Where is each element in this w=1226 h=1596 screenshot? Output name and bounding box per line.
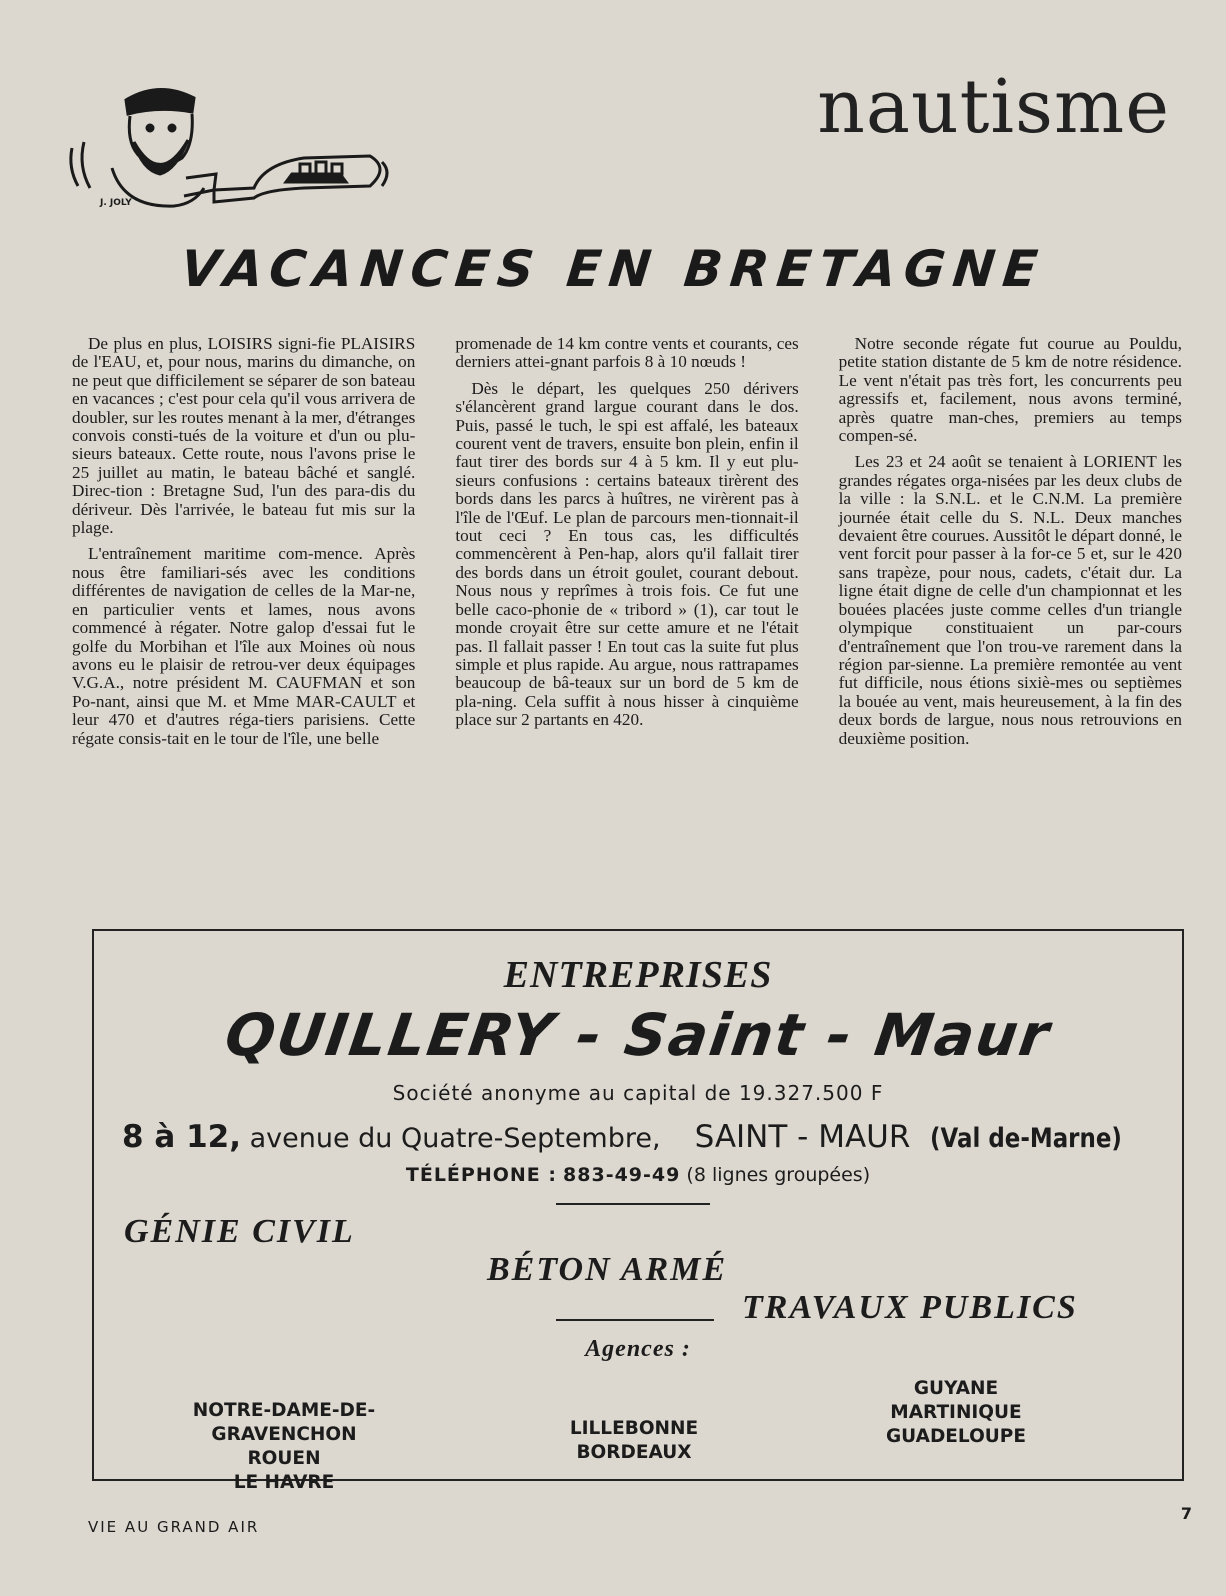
divider	[556, 1319, 714, 1321]
column-2	[455, 335, 798, 905]
ad-agency-group	[124, 1399, 444, 1495]
ad-agency: MARTINIQUE	[890, 1402, 1022, 1423]
paragraph: De plus en plus, LOISIRS signi-fie PLAISIRS de l'EAU, et, pour nous, marins du dimanche, on ne peut que difficilement se séparer de son bateau en vacances ; c'est pour cela qu'il vous arrivera de doubler, sur les routes menant à la mer, d'étranges convois consti-tués de la voiture et d'un ou plu-sieurs bateaux. Cette route, nous l'avons prise le 25 juillet au matin, le bateau bâché et sanglé. Direc-tion : Bretagne Sud, l'un des para-dis du dériveur. Dès l'arrivée, le bateau fut mis sur la plage.	[72, 334, 416, 538]
ad-agency: GUADELOUPE	[885, 1426, 1027, 1447]
ad-trade: GÉNIE CIVIL	[124, 1213, 355, 1250]
advertisement-box	[92, 929, 1184, 1493]
ad-agency: LILLEBONNE	[569, 1418, 699, 1439]
ad-address	[122, 1119, 1162, 1155]
section-title: nautisme	[817, 64, 1170, 150]
ad-trade: TRAVAUX PUBLICS	[742, 1289, 1078, 1326]
ad-street-name: avenue du Quatre-Septembre,	[249, 1123, 661, 1154]
ad-agences-label: Agences :	[585, 1336, 691, 1362]
ad-phone-note: (8 lignes groupées)	[686, 1164, 871, 1186]
publication-name: VIE AU GRAND AIR	[88, 1518, 260, 1536]
ad-department: (Val de-Marne)	[930, 1123, 1123, 1154]
ad-city: SAINT - MAUR	[694, 1119, 911, 1155]
ad-agency: ROUEN	[247, 1448, 321, 1469]
ad-agency: BORDEAUX	[576, 1442, 692, 1463]
paragraph: Les 23 et 24 août se tenaient à LORIENT les grandes régates orga-nisées par les deux clubs de la ville : la S.N.L. et le C.N.M. La première journée était celle du S. N.L. Deux manches devaient être courues. Aussitôt le départ donné, le vent forcit pour passer à la for-ce 5 et, sur le 420 sans trapèze, pour nous, cadets, c'était dur. La ligne était digne de celle d'un championnat et les bouées placées juste comme celles d'un triangle olympique constituaient un par-cours d'entraînement que l'on trou-ve rarement dans la région par-sienne. La première remontée au vent fut difficile, nous étions sixiè-mes ou septièmes la bouée au vent, mais heureusement, à la fin des deux bords de largue, nous nous retrouvions en deuxième position.	[838, 452, 1182, 748]
ad-agency: LE HAVRE	[233, 1472, 335, 1493]
ad-street	[122, 1119, 661, 1155]
illustration-signature: J. JOLY	[100, 198, 132, 208]
paragraph: promenade de 14 km contre vents et courants, ces derniers attei-gnant parfois 8 à 10 nœuds !	[455, 334, 799, 372]
divider	[556, 1203, 710, 1205]
article-headline: VACANCES EN BRETAGNE	[177, 240, 1049, 298]
column-3	[839, 335, 1182, 905]
ad-kicker: ENTREPRISES	[503, 954, 773, 996]
ad-agency-group	[524, 1417, 744, 1465]
sailor-illustration	[64, 78, 404, 218]
paragraph: L'entraînement maritime com-mence. Après nous être familiari-sés avec les conditions différentes de navigation de celles de la Mar-ne, en particulier vents et lames, nous avons commencé à régater. Notre galop d'essai fut le golfe du Morbihan et l'île aux Moines où nous avons eu le plaisir de retrou-ver deux équipages V.G.A., notre président M. CAUFMAN et son Po-nant, ainsi que M. et Mme MAR-CAULT et leur 470 et d'autres réga-tiers parisiens. Cette régate consis-tait en le tour de l'île, une belle	[72, 544, 416, 748]
ad-street-number: 8 à 12,	[122, 1119, 241, 1155]
ad-phone	[94, 1164, 1182, 1186]
article-body	[72, 335, 1182, 905]
ad-phone-number: 883-49-49	[563, 1164, 681, 1186]
ad-agency-group	[846, 1377, 1066, 1449]
page-number: 7	[1180, 1504, 1192, 1523]
column-1	[72, 335, 415, 905]
ad-agency: NOTRE-DAME-DE-GRAVENCHON	[192, 1400, 376, 1445]
ad-phone-label: TÉLÉPHONE :	[405, 1164, 557, 1186]
ad-company-name: QUILLERY - Saint - Maur	[221, 1001, 1055, 1069]
paragraph: Notre seconde régate fut courue au Pouldu, petite station distante de 5 km de notre résidence. Le vent n'était pas très fort, les concurrents peu agressifs et, facilement, nous avons terminé, après quatre man-ches, premiers au temps compen-sé.	[838, 334, 1182, 446]
ad-trade: BÉTON ARMÉ	[487, 1251, 728, 1288]
ad-agency: GUYANE	[913, 1378, 999, 1399]
paragraph: Dès le départ, les quelques 250 dérivers s'élancèrent grand largue courant dans le dos. Puis, passé le tuch, le spi est affalé, les bateaux courent vent de travers, ensuite bon plein, enfin il faut tirer des bords sur 4 à 5 km. Il y eut plu-sieurs confusions : certains bateaux tirèrent des bords dans les parcs à huîtres, ne virèrent pas à l'île de l'Œuf. Le plan de parcours men-tionnait-il tout ceci ? En tous cas, les difficultés commencèrent à Pen-hap, alors qu'il fallait tirer des bords dans un étroit goulet, courant debout. Nous nous y reprîmes à trois fois. Ce fut une belle caco-phonie de « tribord » (1), car tout le monde croyait être sur cette amure et ne l'était pas. Il fallait passer ! En tout cas la suite fut plus simple et plus rapide. Au argue, nous rattrapames beaucoup de bâ-teaux sur un bord de 5 km de pla-ning. Cela suffit à nous hisser à cinquième place sur 2 partants en 420.	[455, 378, 799, 730]
ad-capital: Société anonyme au capital de 19.327.500 F	[392, 1081, 884, 1105]
